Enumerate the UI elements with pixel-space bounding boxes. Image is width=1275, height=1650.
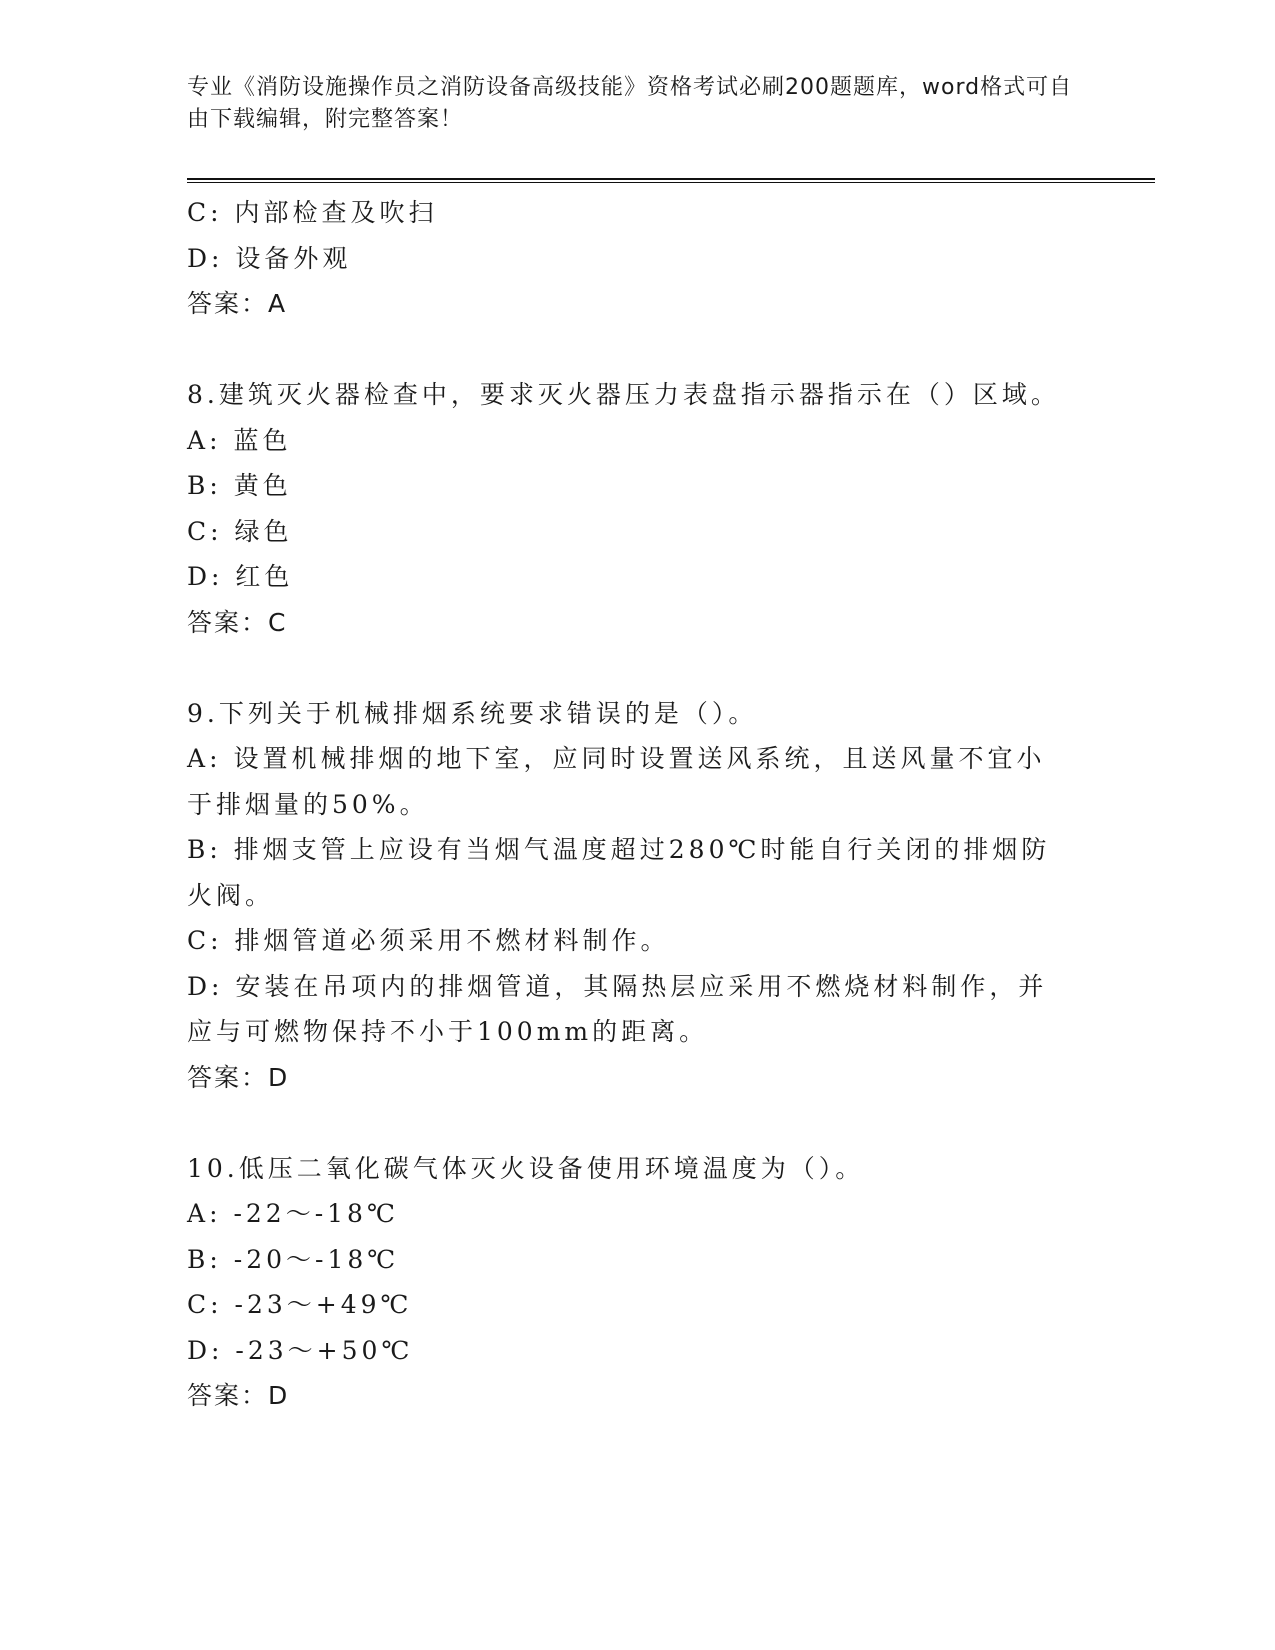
answer-line: 答案：A [187, 289, 288, 318]
option-line: B: 排烟支管上应设有当烟气温度超过280℃时能自行关闭的排烟防火阀。 [187, 835, 1051, 910]
question-stem: 9.下列关于机械排烟系统要求错误的是（）。 [187, 698, 758, 728]
option-line: D: 红色 [187, 562, 294, 591]
option-line: A: -22～-18℃ [187, 1199, 399, 1228]
answer-line: 答案：D [187, 1381, 290, 1410]
option-line: A: 设置机械排烟的地下室，应同时设置送风系统，且送风量不宜小于排烟量的50%。 [187, 744, 1046, 819]
spacer [187, 327, 1067, 373]
option-line: D: -23～+50℃ [187, 1335, 414, 1365]
question-stem: 8.建筑灭火器检查中，要求灭火器压力表盘指示器指示在（）区域。 [187, 380, 1060, 409]
spacer [187, 645, 1067, 691]
header-rule-thin [187, 182, 1155, 183]
spacer [187, 1100, 1067, 1146]
option-line: C: 绿色 [187, 516, 293, 546]
answer-line: 答案：C [187, 607, 288, 637]
option-line: A: 蓝色 [187, 425, 292, 455]
option-line: C: 内部检查及吹扫 [187, 198, 438, 227]
document-header: 专业《消防设施操作员之消防设备高级技能》资格考试必刷200题题库，word格式可自由下载编辑，附完整答案！ [187, 75, 1073, 132]
question-stem: 10.低压二氧化碳气体灭火设备使用环境温度为（）。 [187, 1153, 865, 1183]
answer-line: 答案：D [187, 1062, 290, 1092]
option-line: B: 黄色 [187, 471, 292, 500]
option-line: B: -20～-18℃ [187, 1244, 400, 1274]
header-rule-thick [187, 178, 1155, 180]
question-content [187, 190, 1067, 1419]
option-line: C: -23～+49℃ [187, 1290, 413, 1319]
option-line: D: 安装在吊项内的排烟管道，其隔热层应采用不燃烧材料制作，并应与可燃物保持不小于100mm的距离。 [187, 971, 1048, 1046]
option-line: D: 设备外观 [187, 243, 352, 273]
option-line: C: 排烟管道必须采用不燃材料制作。 [187, 926, 670, 955]
